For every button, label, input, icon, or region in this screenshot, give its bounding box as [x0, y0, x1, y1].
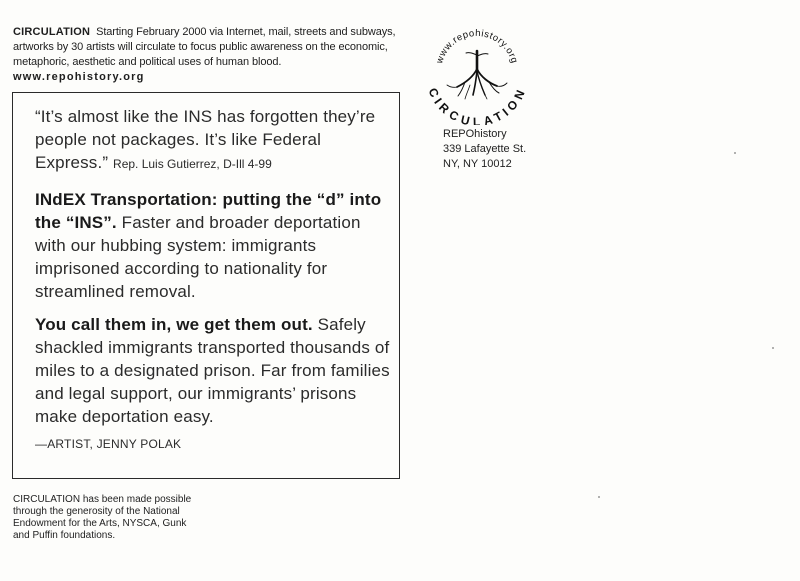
section-transportation: [35, 188, 391, 303]
artwork-text-box: [12, 92, 400, 479]
mailing-address: [443, 127, 526, 172]
section-transportation-body: Faster and broader deportation with our hubbing system: immigrants imprisoned according to nationality for streamlined removal.: [35, 213, 361, 301]
section-call-them-in-heading: You call them in, we get them out.: [35, 315, 313, 334]
circulation-logo: [425, 25, 530, 125]
paper-speck: [598, 496, 600, 498]
section-call-them-in: [35, 313, 391, 428]
address-line-1: REPOhistory: [443, 128, 507, 140]
paper-speck: [772, 347, 774, 349]
header-title: CIRCULATION: [13, 26, 91, 38]
logo-word-arc: CIRCULATION: [425, 85, 529, 125]
address-line-2: 339 Lafayette St.: [443, 143, 527, 155]
quote-text: “It’s almost like the INS has forgotten they’re people not packages. It’s like Federal Express.”: [35, 107, 376, 172]
tree-roots-icon: [447, 51, 507, 99]
logo-url-arc: www.repohistory.org: [434, 27, 520, 65]
header-url[interactable]: www.repohistory.org: [13, 71, 145, 83]
header-blurb: [13, 25, 405, 85]
address-line-3: NY, NY 10012: [443, 158, 512, 170]
quote-attribution: Rep. Luis Gutierrez, D-Ill 4-99: [113, 157, 272, 171]
paper-speck: [734, 152, 736, 154]
quote-paragraph: [35, 105, 391, 176]
header-text: Starting February 2000 via Internet, mail, streets and subways, artworks by 30 artists will circulate to focus public awareness on the economic, metaphoric, aesthetic and political uses of human blood.: [13, 26, 396, 68]
artist-credit: —ARTIST, JENNY POLAK: [35, 437, 182, 451]
section-transportation-heading: INdEX Transportation: putting the “d” into the “INS”.: [35, 190, 382, 232]
section-call-them-in-body: Safely shackled immigrants transported thousands of miles to a designated prison. Far from families and legal support, our immigrants’ prisons make deportation easy.: [35, 315, 390, 426]
funding-credit: CIRCULATION has been made possible through the generosity of the National Endowment for the Arts, NYSCA, Gunk and Puffin foundations.: [13, 494, 192, 541]
